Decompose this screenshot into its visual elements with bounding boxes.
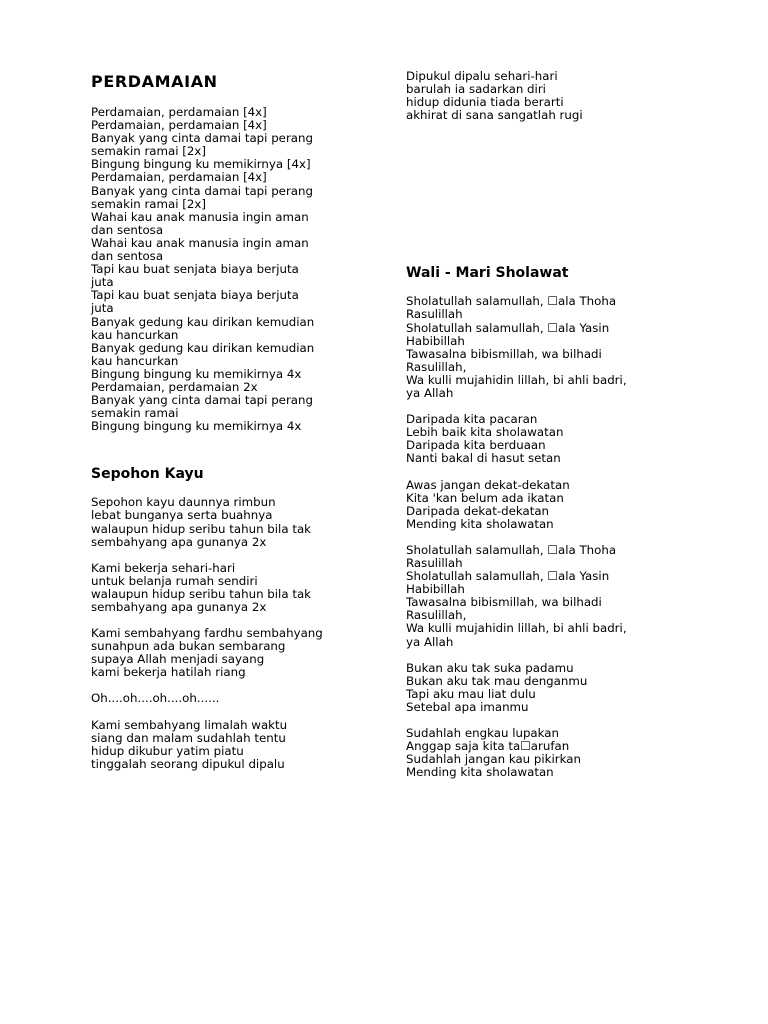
lyric-line: supaya Allah menjadi sayang bbox=[91, 652, 265, 667]
lyric-line: siang dan malam sudahlah tentu bbox=[91, 730, 286, 745]
lyric-line: Anggap saja kita ta☐arufan bbox=[406, 739, 570, 754]
lyric-line: Banyak gedung kau dirikan kemudian bbox=[91, 314, 315, 329]
lyric-line: Habibillah bbox=[406, 333, 465, 348]
lyric-line: Mending kita sholawatan bbox=[406, 516, 554, 531]
lyric-line: Wa kulli mujahidin lillah, bi ahli badri, bbox=[406, 372, 627, 387]
lyric-line: Perdamaian, perdamaian [4x] bbox=[91, 170, 267, 185]
song-title: Wali - Mari Sholawat bbox=[406, 265, 569, 282]
lyric-line: Habibillah bbox=[406, 582, 465, 597]
lyric-line: kau hancurkan bbox=[91, 327, 179, 342]
lyric-line: Banyak yang cinta damai tapi perang bbox=[91, 131, 313, 146]
lyric-line: Banyak yang cinta damai tapi perang bbox=[91, 393, 313, 408]
lyric-line: Wahai kau anak manusia ingin aman bbox=[91, 209, 309, 224]
lyric-line: kami bekerja hatilah riang bbox=[91, 665, 246, 680]
lyric-line: untuk belanja rumah sendiri bbox=[91, 573, 258, 588]
lyric-line: Sholatullah salamullah, ☐ala Yasin bbox=[406, 320, 610, 335]
lyric-line: Kami sembahyang limalah waktu bbox=[91, 717, 288, 732]
stanza bbox=[406, 413, 706, 465]
lyric-line: Rasulillah bbox=[406, 555, 463, 570]
lyric-line: Rasulillah, bbox=[406, 608, 467, 623]
perdamaian-lyrics bbox=[91, 106, 381, 433]
lyric-line: juta bbox=[91, 275, 114, 290]
stanza bbox=[91, 719, 381, 771]
lyric-line: walaupun hidup seribu tahun bila tak bbox=[91, 586, 311, 601]
lyric-line: Sholatullah salamullah, ☐ala Thoha bbox=[406, 294, 617, 309]
lyric-line: dan sentosa bbox=[91, 222, 164, 237]
stanza bbox=[406, 295, 706, 400]
lyric-line: sembahyang apa gunanya 2x bbox=[91, 600, 267, 614]
lyric-line: Sholatullah salamullah, ☐ala Thoha bbox=[406, 542, 617, 557]
lyric-line: Sepohon kayu daunnya rimbun bbox=[91, 495, 276, 510]
lyric-line: Kita 'kan belum ada ikatan bbox=[406, 490, 564, 505]
lyric-line: Oh....oh....oh....oh...... bbox=[91, 691, 220, 706]
lyric-line: Tapi aku mau liat dulu bbox=[406, 686, 536, 701]
lyric-line: juta bbox=[91, 301, 114, 316]
stanza bbox=[406, 544, 706, 649]
stanza bbox=[406, 662, 706, 714]
lyric-line: Daripada kita pacaran bbox=[406, 412, 538, 427]
lyric-line: Bukan aku tak mau denganmu bbox=[406, 673, 588, 688]
lyric-line: Tawasalna bibismillah, wa bilhadi bbox=[406, 595, 602, 610]
lyric-line: Kami bekerja sehari-hari bbox=[91, 560, 236, 575]
stanza bbox=[406, 727, 706, 779]
lyric-line: hidup dikubur yatim piatu bbox=[91, 743, 244, 758]
lyric-line: semakin ramai bbox=[91, 406, 179, 421]
lyric-line: Perdamaian, perdamaian [4x] bbox=[91, 118, 267, 133]
right-column bbox=[406, 70, 706, 779]
lyric-line: Bukan aku tak suka padamu bbox=[406, 660, 574, 675]
lyric-line: Rasulillah bbox=[406, 307, 463, 322]
lyric-line: ya Allah bbox=[406, 386, 454, 401]
lyric-line: Banyak gedung kau dirikan kemudian bbox=[91, 340, 315, 355]
lyric-line: Wa kulli mujahidin lillah, bi ahli badri, bbox=[406, 621, 627, 636]
left-column bbox=[91, 70, 381, 771]
lyric-line: ya Allah bbox=[406, 634, 454, 649]
lyric-line: Setebal apa imanmu bbox=[406, 699, 529, 714]
lyric-line: Banyak yang cinta damai tapi perang bbox=[91, 183, 313, 198]
page-title: PERDAMAIAN bbox=[91, 72, 218, 91]
lyric-line: Nanti bakal di hasut setan bbox=[406, 451, 561, 466]
stanza bbox=[91, 627, 381, 679]
lyric-line: akhirat di sana sangatlah rugi bbox=[406, 108, 583, 123]
lyric-line: tinggalah seorang dipukul dipalu bbox=[91, 756, 285, 771]
lyric-line: lebat bunganya serta buahnya bbox=[91, 508, 273, 523]
lyric-line: sembahyang apa gunanya 2x bbox=[91, 534, 267, 549]
lyric-line: dan sentosa bbox=[91, 249, 164, 264]
lyric-line: kau hancurkan bbox=[91, 353, 179, 368]
lyric-line: Daripada kita berduaan bbox=[406, 438, 546, 453]
lyric-line: Awas jangan dekat-dekatan bbox=[406, 477, 570, 492]
lyric-line: Tawasalna bibismillah, wa bilhadi bbox=[406, 346, 602, 361]
lyric-line: Mending kita sholawatan bbox=[406, 765, 554, 780]
lyric-line: Daripada dekat-dekatan bbox=[406, 503, 550, 518]
stanza bbox=[406, 479, 706, 531]
lyric-line: Sudahlah jangan kau pikirkan bbox=[406, 752, 581, 767]
song-title: Sepohon Kayu bbox=[91, 466, 204, 483]
lyric-line: Sholatullah salamullah, ☐ala Yasin bbox=[406, 569, 610, 584]
lyric-line: Bingung bingung ku memikirnya 4x bbox=[91, 366, 302, 381]
lyric-line: Sudahlah engkau lupakan bbox=[406, 726, 559, 740]
stanza bbox=[91, 692, 381, 705]
lyric-line: Bingung bingung ku memikirnya 4x bbox=[91, 419, 302, 434]
lyric-line: sunahpun ada bukan sembarang bbox=[91, 639, 286, 654]
lyric-line: Rasulillah, bbox=[406, 359, 467, 374]
lyric-line: hidup didunia tiada berarti bbox=[406, 95, 564, 110]
stanza bbox=[91, 496, 381, 548]
lyric-line: semakin ramai [2x] bbox=[91, 196, 206, 211]
lyric-line: barulah ia sadarkan diri bbox=[406, 82, 546, 97]
lyric-line: semakin ramai [2x] bbox=[91, 144, 206, 159]
lyric-line: Kami sembahyang fardhu sembahyang bbox=[91, 626, 323, 641]
lyric-line: Tapi kau buat senjata biaya berjuta bbox=[91, 288, 299, 303]
lyric-line: Dipukul dipalu sehari-hari bbox=[406, 69, 558, 83]
lyric-line: Perdamaian, perdamaian 2x bbox=[91, 379, 258, 394]
lyric-line: Perdamaian, perdamaian [4x] bbox=[91, 105, 267, 119]
lyric-line: walaupun hidup seribu tahun bila tak bbox=[91, 521, 311, 536]
stanza bbox=[406, 70, 706, 122]
lyric-line: Lebih baik kita sholawatan bbox=[406, 425, 564, 440]
lyric-line: Tapi kau buat senjata biaya berjuta bbox=[91, 262, 299, 277]
lyric-line: Wahai kau anak manusia ingin aman bbox=[91, 235, 309, 250]
lyric-line: Bingung bingung ku memikirnya [4x] bbox=[91, 157, 311, 172]
stanza bbox=[91, 562, 381, 614]
